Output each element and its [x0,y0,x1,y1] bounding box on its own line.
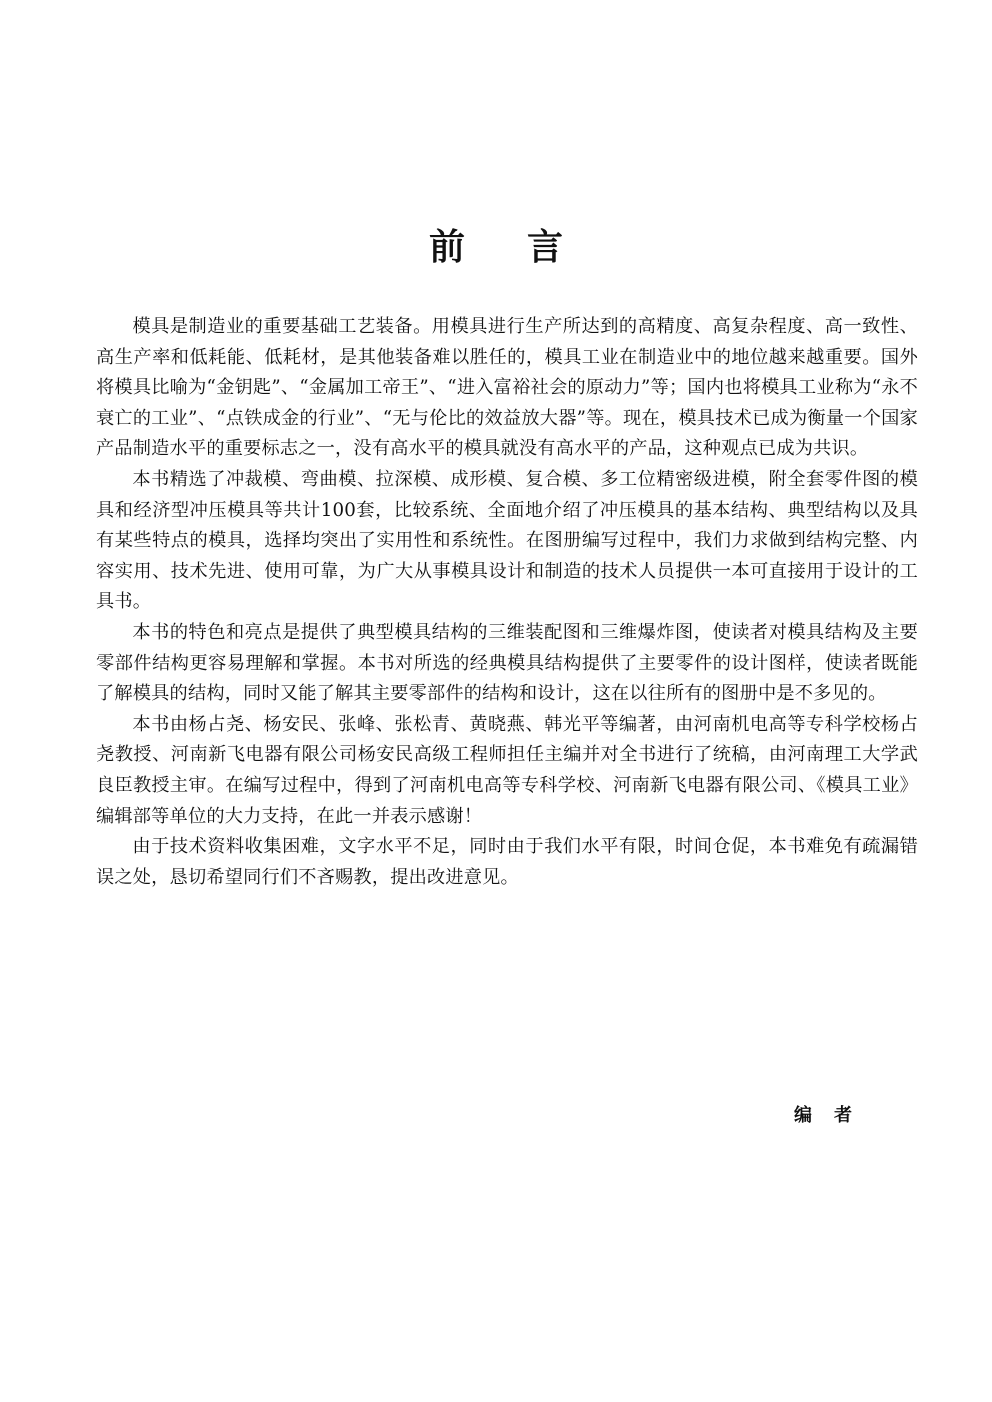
author-signature: 编者 [794,1105,874,1126]
preface-body [96,312,918,893]
paragraph-3: 本书的特色和亮点是提供了典型模具结构的三维装配图和三维爆炸图，使读者对模具结构及主要零部件结构更容易理解和掌握。本书对所选的经典模具结构提供了主要零件的设计图样，使读者既能了解模具的结构，同时又能了解其主要零部件的结构和设计，这在以往所有的图册中是不多见的。 [96,621,918,705]
paragraph-2: 本书精选了冲裁模、弯曲模、拉深模、成形模、复合模、多工位精密级进模，附全套零件图的模具和经济型冲压模具等共计100套，比较系统、全面地介绍了冲压模具的基本结构、典型结构以及具有某些特点的模具，选择均突出了实用性和系统性。在图册编写过程中，我们力求做到结构完整、内容实用、技术先进、使用可靠，为广大从事模具设计和制造的技术人员提供一本可直接用于设计的工具书。 [96,468,918,613]
paragraph-5: 由于技术资料收集困难，文字水平不足，同时由于我们水平有限，时间仓促，本书难免有疏漏错误之处，恳切希望同行们不吝赐教，提出改进意见。 [96,836,918,888]
page-title: 前言 [428,227,625,268]
paragraph-4: 本书由杨占尧、杨安民、张峰、张松青、黄晓燕、韩光平等编著，由河南机电高等专科学校杨占尧教授、河南新飞电器有限公司杨安民高级工程师担任主编并对全书进行了统稿，由河南理工大学武良臣教授主审。在编写过程中，得到了河南机电高等专科学校、河南新飞电器有限公司、《模具工业》编辑部等单位的大力支持，在此一并表示感谢！ [96,713,918,827]
paragraph-1: 模具是制造业的重要基础工艺装备。用模具进行生产所达到的高精度、高复杂程度、高一致性、高生产率和低耗能、低耗材，是其他装备难以胜任的，模具工业在制造业中的地位越来越重要。国外将模具比喻为“金钥匙”、“金属加工帝王”、“进入富裕社会的原动力”等；国内也将模具工业称为“永不衰亡的工业”、“点铁成金的行业”、“无与伦比的效益放大器”等。现在，模具技术已成为衡量一个国家产品制造水平的重要标志之一，没有高水平的模具就没有高水平的产品，这种观点已成为共识。 [96,316,918,460]
